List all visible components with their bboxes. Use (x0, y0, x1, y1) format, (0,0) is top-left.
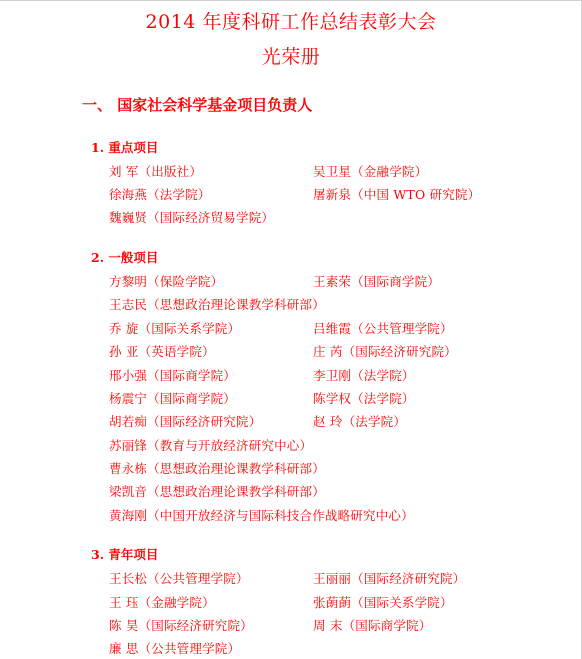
honoree-entry: 杨震宁（国际商学院） (109, 391, 237, 406)
honoree-entry: 邢小强（国际商学院） (109, 368, 237, 383)
page-top-border (0, 0, 582, 1)
group-heading-general-projects: 2. 一般项目 (91, 250, 159, 265)
document-title: 2014 年度科研工作总结表彰大会 (145, 11, 437, 33)
honoree-entry: 梁凯音（思想政治理论课教学科研部） (109, 484, 325, 499)
honoree-entry: 黄海刚（中国开放经济与国际科技合作战略研究中心） (109, 508, 414, 523)
honoree-entry: 张蓢蓢（国际关系学院） (313, 595, 453, 610)
honoree-entry: 吴卫星（金融学院） (313, 164, 428, 179)
honoree-entry: 苏丽锋（教育与开放经济研究中心） (109, 438, 313, 453)
honoree-entry: 赵 玲（法学院） (313, 414, 407, 429)
honoree-entry: 方黎明（保险学院） (109, 274, 224, 289)
honoree-entry: 王素荣（国际商学院） (313, 274, 441, 289)
document-subtitle: 光荣册 (261, 46, 321, 68)
honoree-entry: 廉 思（公共管理学院） (109, 641, 241, 656)
section-heading: 一、 国家社会科学基金项目负责人 (82, 96, 313, 114)
honoree-entry: 魏巍贤（国际经济贸易学院） (109, 210, 275, 225)
honoree-entry: 庄 芮（国际经济研究院） (313, 344, 457, 359)
honoree-entry: 陈学权（法学院） (313, 391, 415, 406)
honoree-entry: 王 珏（金融学院） (109, 595, 215, 610)
honoree-entry: 王志民（思想政治理论课教学科研部） (109, 297, 325, 312)
honoree-entry: 王长松（公共管理学院） (109, 571, 249, 586)
honoree-entry: 徐海燕（法学院） (109, 187, 211, 202)
honoree-entry: 周 末（国际商学院） (313, 618, 432, 633)
honoree-entry: 刘 军（出版社） (109, 164, 203, 179)
honoree-entry: 胡若痴（国际经济研究院） (109, 414, 262, 429)
honoree-entry: 孙 亚（英语学院） (109, 344, 215, 359)
honoree-entry: 李卫刚（法学院） (313, 368, 415, 383)
honoree-entry: 曹永栋（思想政治理论课教学科研部） (109, 461, 325, 476)
group-heading-key-projects: 1. 重点项目 (91, 140, 159, 155)
honoree-entry: 王丽丽（国际经济研究院） (313, 571, 466, 586)
honoree-entry: 陈 昊（国际经济研究院） (109, 618, 253, 633)
honoree-entry: 屠新泉（中国 WTO 研究院） (313, 187, 481, 202)
group-heading-youth-projects: 3. 青年项目 (91, 547, 159, 562)
honoree-entry: 乔 旋（国际关系学院） (109, 321, 241, 336)
honoree-entry: 吕维霞（公共管理学院） (313, 321, 453, 336)
